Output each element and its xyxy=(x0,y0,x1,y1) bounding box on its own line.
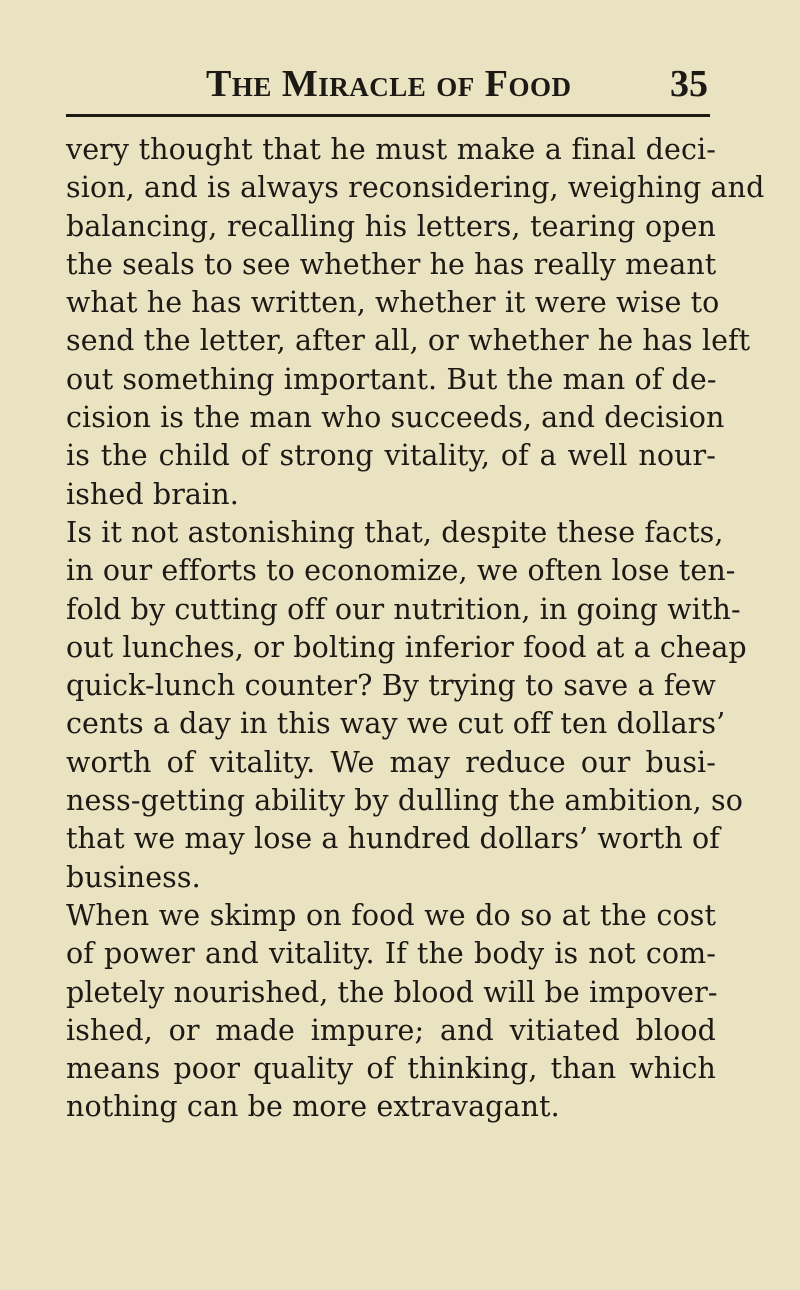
running-head-title: The Miracle of Food xyxy=(206,63,572,105)
text-line: fold by cutting off our nutrition, in going with- xyxy=(66,592,741,626)
text-line: in our efforts to economize, we often lose ten- xyxy=(66,554,736,588)
text-line: business. xyxy=(66,860,201,894)
text-line: sion, and is always reconsidering, weighing and xyxy=(66,171,765,205)
text-line: of power and vitality. If the body is not com- xyxy=(66,937,716,971)
text-line: is the child of strong vitality, of a well nour- xyxy=(66,439,716,473)
body-text xyxy=(66,131,765,1127)
text-line: pletely nourished, the blood will be impover- xyxy=(66,975,718,1009)
page-number: 35 xyxy=(670,63,708,105)
text-line: quick-lunch counter? By trying to save a few xyxy=(66,669,716,703)
text-line: the seals to see whether he has really meant xyxy=(66,247,717,281)
text-line: ness-getting ability by dulling the ambition, so xyxy=(66,784,743,818)
text-line: cision is the man who succeeds, and decision xyxy=(66,401,725,435)
text-line: When we skimp on food we do so at the cost xyxy=(66,898,716,932)
text-line: send the letter, after all, or whether he has left xyxy=(66,324,751,358)
text-line: means poor quality of thinking, than which xyxy=(66,1052,716,1086)
running-head xyxy=(66,62,708,106)
text-line: ished, or made impure; and vitiated blood xyxy=(66,1013,716,1047)
text-line: cents a day in this way we cut off ten dollars’ xyxy=(66,707,726,741)
text-line: Is it not astonishing that, despite these facts, xyxy=(66,515,724,549)
text-line: what he has written, whether it were wise to xyxy=(66,286,720,320)
text-line: balancing, recalling his letters, tearing open xyxy=(66,209,716,243)
text-line: very thought that he must make a final deci- xyxy=(66,133,716,166)
text-line: nothing can be more extravagant. xyxy=(66,1090,560,1124)
text-line: worth of vitality. We may reduce our busi- xyxy=(66,745,716,779)
text-line: out something important. But the man of de- xyxy=(66,362,717,396)
text-line: ished brain. xyxy=(66,477,239,511)
header-rule xyxy=(66,114,710,117)
text-line: out lunches, or bolting inferior food at a cheap xyxy=(66,630,747,664)
text-line: that we may lose a hundred dollars’ worth of xyxy=(66,822,720,856)
